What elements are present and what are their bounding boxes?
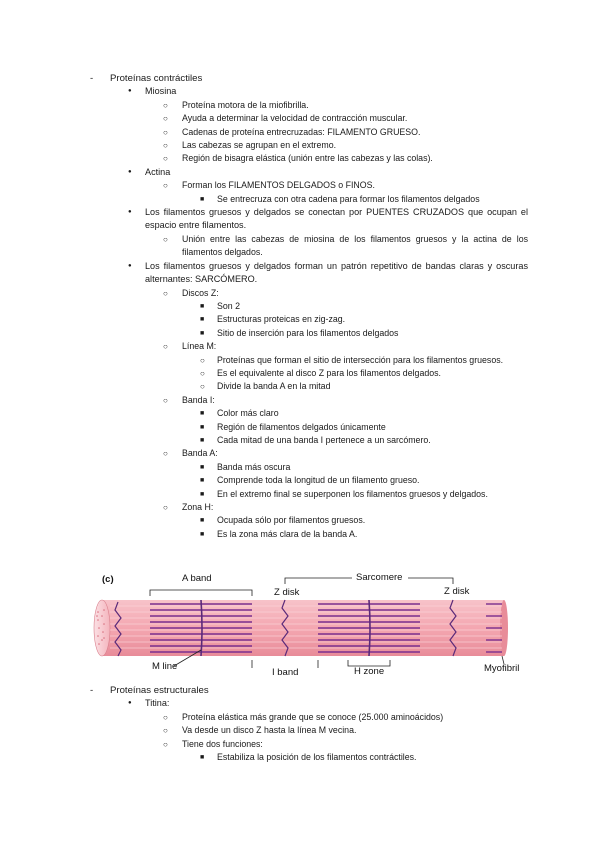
subheading-zona-h: ○ Zona H: [0,501,600,514]
bullet-sarcomero: ● Los filamentos gruesos y delgados forman un patrón repetitivo de bandas claras y oscuras alternantes: SARCÓMERO. [0,260,600,287]
subheading-banda-a: ○ Banda A: [0,447,600,460]
section-heading: - Proteínas contráctiles [0,72,600,85]
list-item: ■ Sitio de inserción para los filamentos delgados [0,327,600,340]
list-item: ○ Proteínas que forman el sitio de intersección para los filamentos gruesos. [0,354,600,367]
list-item: ■ Se entrecruza con otra cadena para formar los filamentos delgados [0,193,600,206]
h-zone-label: H zone [354,666,385,677]
figure-panel-label: (c) [102,574,114,585]
list-item: ○ Las cabezas se agrupan en el extremo. [0,139,600,152]
m-line-label: M line [152,661,178,672]
sarcomere-figure [92,570,532,680]
list-item: ○ Ayuda a determinar la velocidad de contracción muscular. [0,112,600,125]
list-item: ■ En el extremo final se superponen los filamentos gruesos y delgados. [0,488,600,501]
z-disk-label-1: Z disk [274,587,300,598]
list-item: ○ Unión entre las cabezas de miosina de los filamentos gruesos y la actina de los filamentos delgados. [0,233,600,260]
list-item: ■ Ocupada sólo por filamentos gruesos. [0,514,600,527]
list-item: ○ Tiene dos funciones: [0,738,600,751]
list-item: ■ Estructuras proteicas en zig-zag. [0,313,600,326]
subheading-discos-z: ○ Discos Z: [0,287,600,300]
list-item: ○ Es el equivalente al disco Z para los filamentos delgados. [0,367,600,380]
subheading-linea-m: ○ Línea M: [0,340,600,353]
list-item: ○ Proteína motora de la miofibrilla. [0,99,600,112]
list-item: ■ Son 2 [0,300,600,313]
bullet-actina: ● Actina [0,166,600,179]
list-item: ■ Banda más oscura [0,461,600,474]
section-heading: - Proteínas estructurales [0,684,600,697]
list-item: ○ Forman los FILAMENTOS DELGADOS o FINOS. [0,179,600,192]
section-contractile-proteins [0,72,600,541]
section-structural-proteins [0,684,600,764]
list-item: ○ Va desde un disco Z hasta la línea M vecina. [0,724,600,737]
subheading-banda-i: ○ Banda I: [0,394,600,407]
list-item: ■ Color más claro [0,407,600,420]
list-item: ○ Proteína elástica más grande que se conoce (25.000 aminoácidos) [0,711,600,724]
list-item: ○ Divide la banda A en la mitad [0,380,600,393]
list-item: ○ Región de bisagra elástica (unión entre las cabezas y las colas). [0,152,600,165]
myofibril-label: Myofibril [484,663,520,674]
list-item: ■ Cada mitad de una banda I pertenece a un sarcómero. [0,434,600,447]
list-item: ■ Comprende toda la longitud de un filamento grueso. [0,474,600,487]
z-disk-label-2: Z disk [444,586,470,597]
sarcomere-label: Sarcomere [356,572,403,583]
bullet-miosina: ● Miosina [0,85,600,98]
list-item: ■ Es la zona más clara de la banda A. [0,528,600,541]
list-item: ○ Cadenas de proteína entrecruzadas: FILAMENTO GRUESO. [0,126,600,139]
bullet-titina: ● Titina: [0,697,600,710]
list-item: ■ Región de filamentos delgados únicamente [0,421,600,434]
bullet-puentes-cruzados: ● Los filamentos gruesos y delgados se conectan por PUENTES CRUZADOS que ocupan el espacio entre filamentos. [0,206,600,233]
a-band-label: A band [182,573,212,584]
list-item: ■ Estabiliza la posición de los filamentos contráctiles. [0,751,600,764]
i-band-label: I band [272,667,299,678]
